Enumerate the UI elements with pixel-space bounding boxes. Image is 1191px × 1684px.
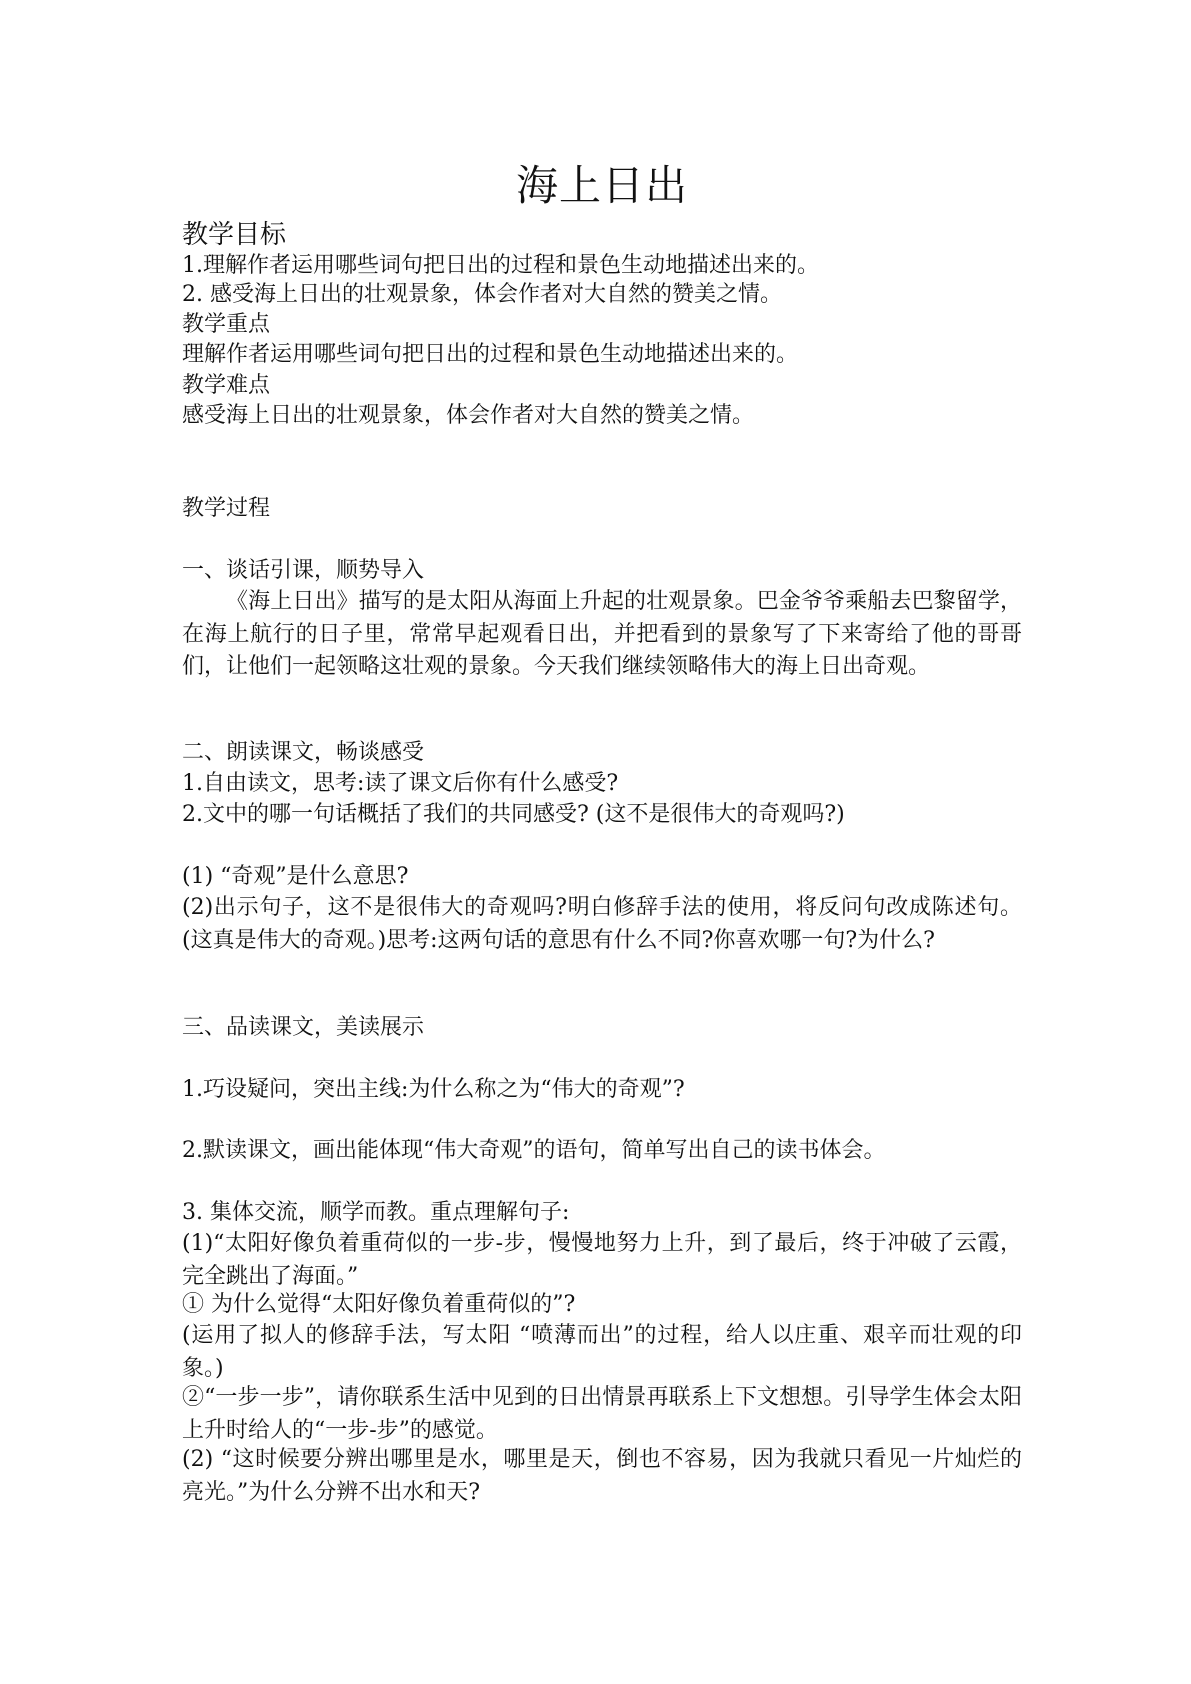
section3-answer-1: (运用了拟人的修辞手法，写太阳 “喷薄而出”的过程，给人以庄重、艰辛而壮观的印象。): [182, 1323, 1022, 1381]
section2-item-1: 1.自由读文，思考:读了课文后你有什么感受?: [182, 771, 619, 796]
section1-heading: 一、谈话引课，顺势导入: [182, 558, 425, 583]
section3-quote-2: (2) “这时候要分辨出哪里是水，哪里是天，倒也不容易，因为我就只看见一片灿烂的亮光。”为什么分辨不出水和天?: [182, 1447, 1022, 1505]
section3-item-1: 1.巧设疑问，突出主线:为什么称之为“伟大的奇观”?: [182, 1077, 685, 1102]
document-title: 海上日出: [515, 161, 688, 210]
section2-heading: 二、朗读课文，畅谈感受: [182, 740, 425, 765]
section2-sub-2: (2)出示句子，这不是很伟大的奇观吗?明白修辞手法的使用，将反问句改成陈述句。(这真是伟大的奇观。)思考:这两句话的意思有什么不同?你喜欢哪一句?为什么?: [182, 895, 1022, 953]
difficulty-text: 感受海上日出的壮观景象，体会作者对大自然的赞美之情。: [182, 403, 755, 428]
section3-question-2: ②“一步一步”，请你联系生活中见到的日出情景再联系上下文想想。引导学生体会太阳上升时给人的“一步-步”的感觉。: [182, 1385, 1022, 1443]
key-point-text: 理解作者运用哪些词句把日出的过程和景色生动地描述出来的。: [182, 342, 799, 367]
key-point-heading: 教学重点: [182, 312, 271, 337]
section3-item-3: 3. 集体交流，顺学而教。重点理解句子:: [182, 1200, 570, 1225]
section3-item-2: 2.默读课文，画出能体现“伟大奇观”的语句，简单写出自己的读书体会。: [182, 1138, 886, 1163]
section2-sub-1: (1) “奇观”是什么意思?: [182, 864, 409, 889]
section3-heading: 三、品读课文，美读展示: [182, 1015, 425, 1040]
document-page: [182, 0, 1022, 1684]
difficulty-heading: 教学难点: [182, 373, 271, 398]
section3-quote-1: (1)“太阳好像负着重荷似的一步-步，慢慢地努力上升，到了最后，终于冲破了云霞，完全跳出了海面。”: [182, 1231, 1022, 1289]
objective-item-1: 1.理解作者运用哪些词句把日出的过程和景色生动地描述出来的。: [182, 253, 819, 278]
section1-paragraph: 《海上日出》描写的是太阳从海面上升起的壮观景象。巴金爷爷乘船去巴黎留学，在海上航行的日子里，常常早起观看日出，并把看到的景象写了下来寄给了他的哥哥们，让他们一起领略这壮观的景象。今天我们继续领略伟大的海上日出奇观。: [182, 589, 1022, 679]
section2-item-2: 2.文中的哪一句话概括了我们的共同感受? (这不是很伟大的奇观吗?): [182, 802, 845, 827]
objective-item-2: 2. 感受海上日出的壮观景象，体会作者对大自然的赞美之情。: [182, 282, 782, 307]
objectives-heading: 教学目标: [182, 220, 287, 250]
section3-question-1: ① 为什么觉得“太阳好像负着重荷似的”?: [182, 1292, 576, 1317]
process-heading: 教学过程: [182, 496, 271, 521]
